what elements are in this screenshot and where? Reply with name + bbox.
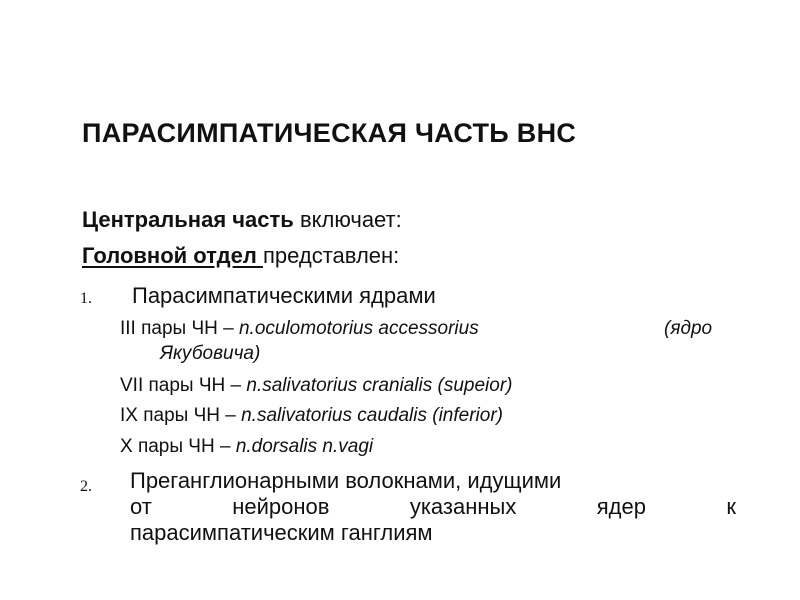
subitem-cn7-latin: n.salivatorius cranialis (supeior) <box>246 375 513 396</box>
head-section-rest: представлен: <box>262 243 400 268</box>
list-item-2-word: нейронов <box>232 494 330 519</box>
subitem-cn3 <box>120 318 740 340</box>
list-item-1-text: Парасимпатическими ядрами <box>132 283 436 308</box>
slide-title: ПАРАСИМПАТИЧЕСКАЯ ЧАСТЬ ВНС <box>82 118 577 148</box>
subitem-cn3-continuation <box>160 343 260 365</box>
list-item-2-word: указанных <box>409 494 517 519</box>
subitem-cn3-continuation-text: Якубовича) <box>160 343 261 364</box>
subitem-cn10-prefix: X пары ЧН – <box>120 436 236 457</box>
list-item-2-word: к <box>726 494 736 519</box>
head-section-line <box>82 243 399 269</box>
subitem-cn3-suffix: (ядро <box>664 318 713 339</box>
list-item-2-line-3: парасимпатическим ганглиям <box>130 520 433 545</box>
list-number-1: 1. <box>80 290 92 307</box>
central-part-line <box>82 207 402 233</box>
subitem-cn7-prefix: VII пары ЧН – <box>120 375 247 396</box>
list-item-2-line-1: Преганглионарными волокнами, идущими <box>130 468 562 493</box>
central-part-label: Центральная часть <box>82 207 294 232</box>
subitem-cn7 <box>120 375 513 397</box>
subitem-cn9 <box>120 405 503 427</box>
subitem-cn10-latin: n.dorsalis n.vagi <box>235 436 374 457</box>
head-section-label: Головной отдел <box>82 243 263 268</box>
list-item-2-text <box>130 468 736 546</box>
subitem-cn10 <box>120 436 373 458</box>
list-item-2-line-2 <box>130 494 736 520</box>
subitem-cn9-latin: n.salivatorius caudalis (inferior) <box>241 405 503 426</box>
central-part-rest: включает: <box>293 207 402 232</box>
subitem-cn3-prefix: III пары ЧН – <box>120 318 239 339</box>
list-item-2-word: от <box>130 494 152 519</box>
subitem-cn9-prefix: IX пары ЧН – <box>120 405 242 426</box>
subitem-cn3-latin: n.oculomotorius accessorius <box>238 318 479 339</box>
list-number-2: 2. <box>80 478 92 495</box>
list-item-2-word: ядер <box>596 494 646 519</box>
